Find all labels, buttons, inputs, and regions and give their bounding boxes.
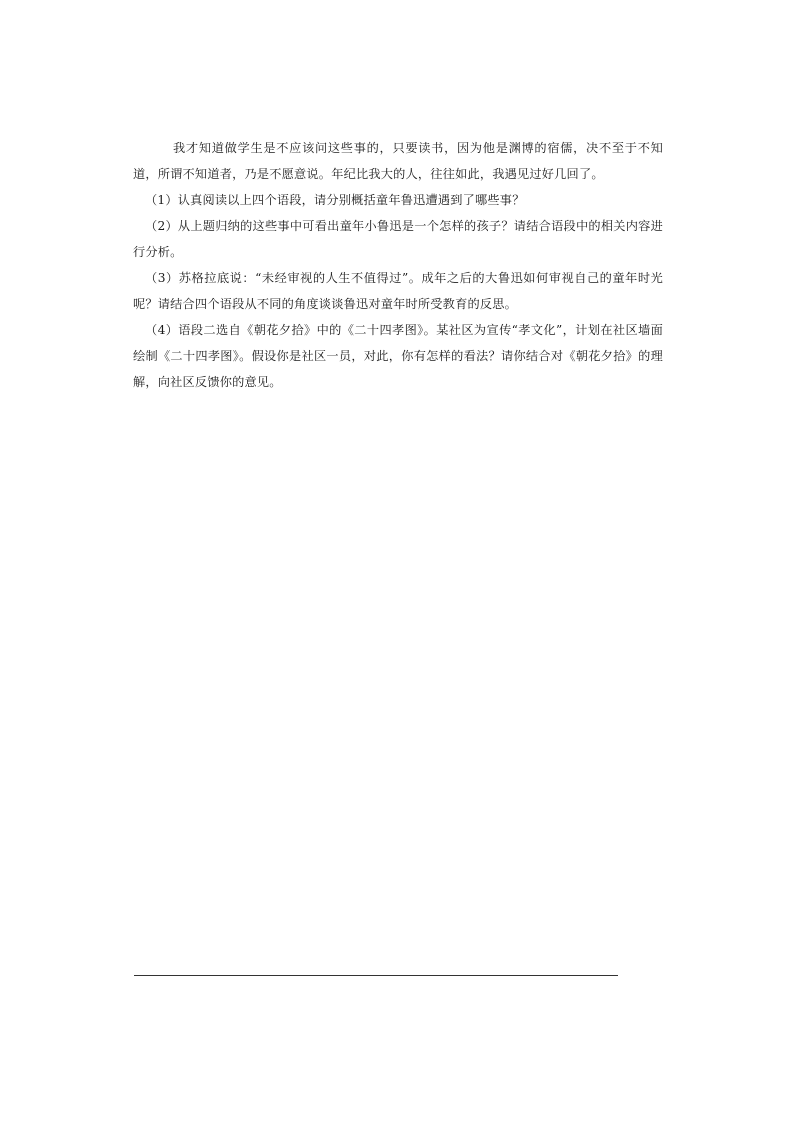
- passage-paragraph: 我才知道做学生是不应该问这些事的，只要读书，因为他是渊博的宿儒，决不至于不知道，所谓不知道者，乃是不愿意说。年纪比我大的人，往往如此，我遇见过好几回了。: [133, 141, 663, 181]
- question-4: （4）语段二选自《朝花夕拾》中的《二十四孝图》。某社区为宣传“孝文化”，计划在社区墙面绘制《二十四孝图》。假设你是社区一员，对此，你有怎样的看法？请你结合对《朝花夕拾》的理解，向社区反馈你的意见。: [133, 323, 663, 389]
- footer-divider: [134, 975, 618, 976]
- question-2: （2）从上题归纳的这些事中可看出童年小鲁迅是一个怎样的孩子？请结合语段中的相关内容进行分析。: [133, 219, 663, 259]
- document-body: [133, 135, 663, 395]
- question-3: （3）苏格拉底说：“未经审视的人生不值得过”。成年之后的大鲁迅如何审视自己的童年时光呢？请结合四个语段从不同的角度谈谈鲁迅对童年时所受教育的反思。: [133, 271, 663, 311]
- question-1: （1）认真阅读以上四个语段，请分别概括童年鲁迅遭遇到了哪些事？: [145, 193, 525, 207]
